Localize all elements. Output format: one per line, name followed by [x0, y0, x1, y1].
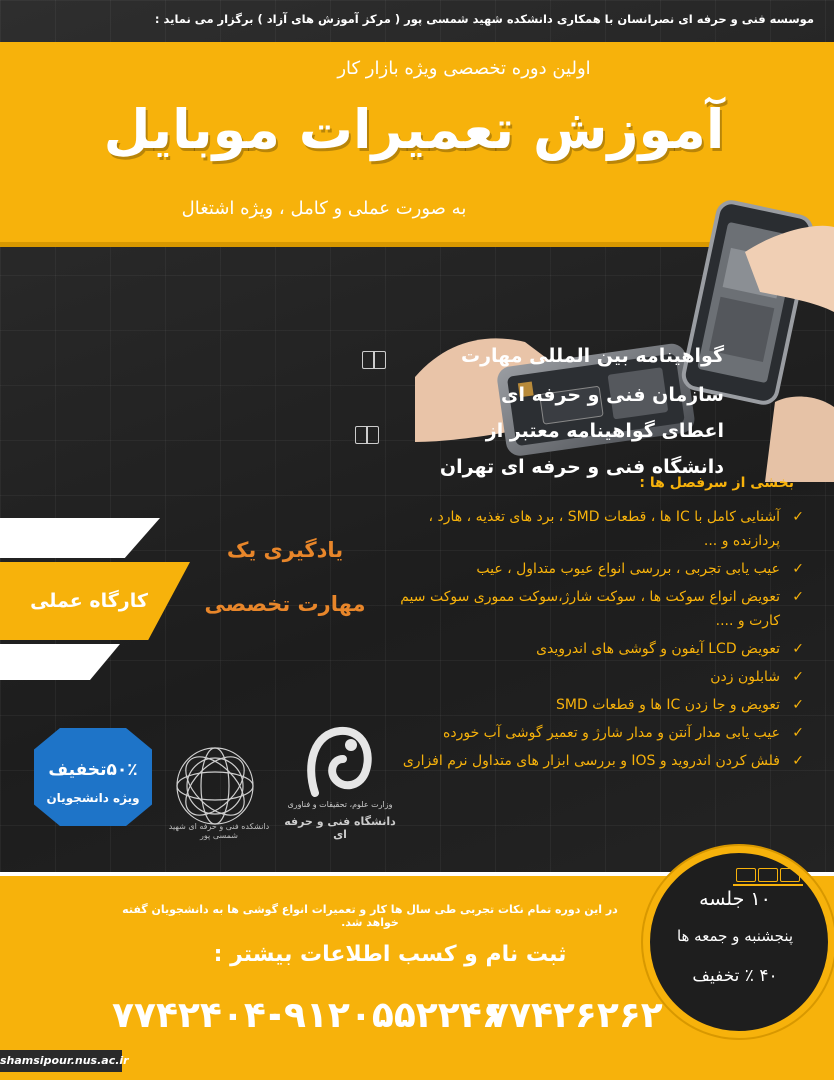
institute-line: موسسه فنی و حرفه ای نصرانسان با همکاری دانشکده شهید شمسی پور ( مرکز آموزش های آزاد ) برگزار می نماید : — [154, 12, 814, 26]
check-icon: ✓ — [792, 697, 804, 713]
check-icon: ✓ — [792, 509, 804, 525]
check-icon: ✓ — [792, 561, 804, 577]
stripe-decoration — [0, 644, 120, 680]
check-icon: ✓ — [792, 669, 804, 685]
phone-number[interactable]: ۰۹۱۲۰۵۵۲۲۴۶ — [262, 995, 504, 1036]
list-item: ✓ آشنایی کامل با IC ها ، قطعات SMD ، برد های تغذیه ، هارد ، پردازنده و ... — [384, 505, 804, 553]
ministry-logo-name: دانشگاه فنی و حرفه ای — [284, 815, 396, 841]
list-item: ✓ شابلون زدن — [384, 665, 804, 689]
sub-title: به صورت عملی و کامل ، ویژه اشتغال — [181, 198, 467, 219]
discount-badge-title: ۵۰٪تخفیف — [48, 760, 138, 780]
ministry-logo-icon — [285, 723, 395, 803]
list-item: ✓ تعویض انواع سوکت ها ، سوکت شارژ،سوکت مموری سوکت سیم کارت و .... — [384, 585, 804, 633]
list-item: ✓ عیب یابی تجربی ، بررسی انواع عیوب متداول ، عیب — [384, 557, 804, 581]
discount-badge-subtitle: ویژه دانشجویان — [46, 791, 140, 805]
ministry-logo-text: وزارت علوم، تحقیقات و فناوری — [287, 800, 393, 809]
list-item: ✓ عیب یابی مدار آنتن و مدار شارژ و تعمیر گوشی آب خورده — [384, 721, 804, 745]
certificate-line: اعطای گواهینامه معتبر از — [485, 420, 724, 442]
list-item: ✓ تعویض LCD آیفون و گوشی های اندرویدی — [384, 637, 804, 661]
certificate-line: سازمان فنی و حرفه ای — [501, 384, 724, 406]
list-item: ✓ فلش کردن اندروید و IOS و بررسی ابزار های متداول نرم افزاری — [384, 749, 804, 773]
laptop-icon — [736, 868, 756, 882]
sessions-count: ۱۰ جلسه — [699, 888, 771, 910]
pre-title: اولین دوره تخصصی ویژه بازار کار — [337, 58, 591, 79]
website-link[interactable]: shamsipour.nus.ac.ir — [0, 1050, 122, 1072]
chapters-list — [384, 505, 804, 777]
certificate-line: گواهینامه بین المللی مهارت — [460, 345, 724, 367]
list-item: ✓ تعویض و جا زدن IC ها و قطعات SMD — [384, 693, 804, 717]
check-icon: ✓ — [792, 589, 804, 605]
course-note: در این دوره تمام نکات تجربی طی سال ها کار و تعمیرات انواع گوشی ها به دانشجویان گفته خواهد شد. — [122, 903, 618, 929]
laptop-icon — [758, 868, 778, 882]
main-title: آموزش تعمیرات موبایل — [103, 98, 725, 161]
check-icon: ✓ — [792, 641, 804, 657]
learn-skill-line: یادگیری یک — [226, 538, 344, 562]
check-icon: ✓ — [792, 725, 804, 741]
phone-number[interactable]: ۷۷۴۲۴۰۴۰ — [112, 995, 288, 1036]
course-discount: ۴۰ ٪ تخفیف — [692, 966, 778, 986]
register-heading: ثبت نام و کسب اطلاعات بیشتر : — [213, 942, 567, 967]
phone-number[interactable]: ۷۷۴۲۶۲۶۲ — [487, 995, 663, 1036]
phone-numbers — [0, 995, 663, 1045]
learn-skill-line: مهارت تخصصی — [204, 592, 366, 616]
course-days: پنجشنبه و جمعه ها — [676, 927, 794, 945]
university-logo-text: دانشکده فنی و حرفه ای شهید شمسی پور — [168, 822, 270, 840]
laptop-icon — [780, 868, 800, 882]
chapters-heading: بخشی از سرفصل ها : — [639, 475, 794, 491]
stripe-decoration — [0, 518, 160, 558]
check-icon: ✓ — [792, 753, 804, 769]
certificate-line: دانشگاه فنی و حرفه ای تهران — [439, 456, 724, 478]
workshop-label: کارگاه عملی — [30, 590, 148, 612]
